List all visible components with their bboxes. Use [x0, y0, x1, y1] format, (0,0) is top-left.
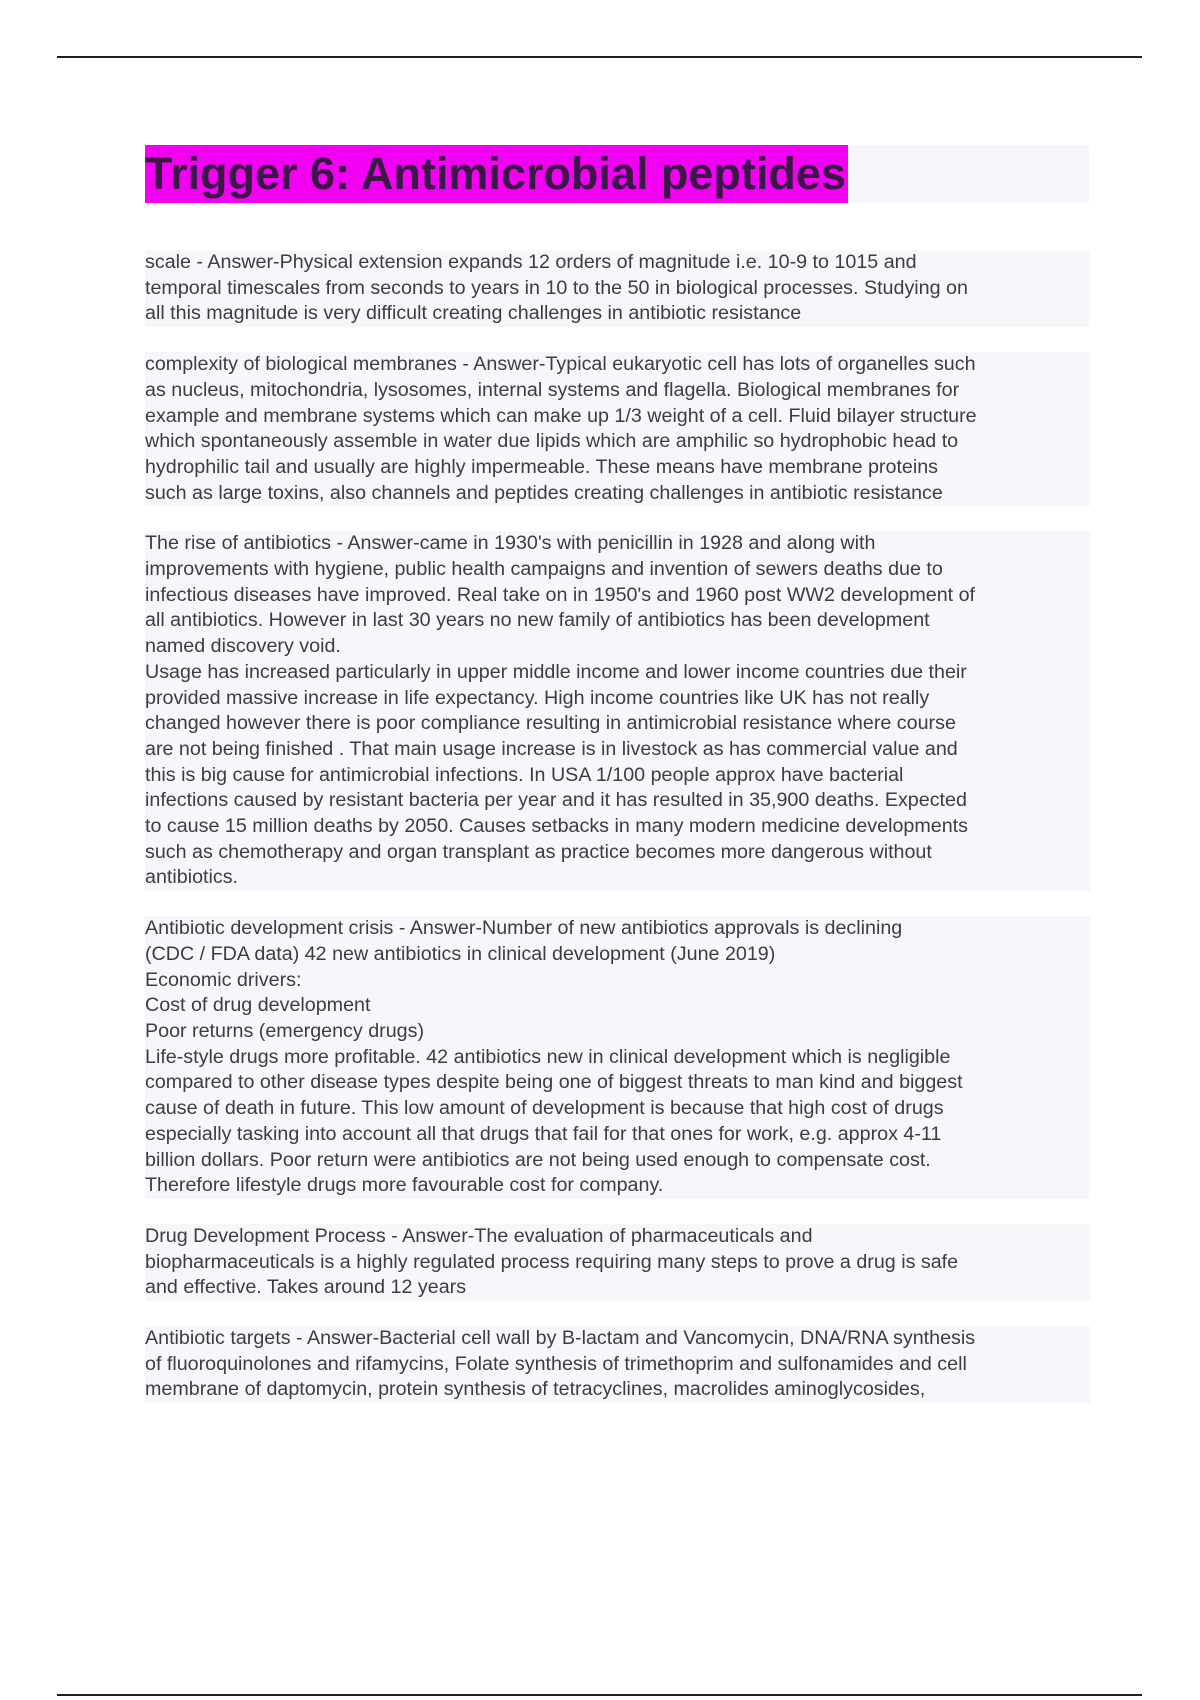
text-line: infections caused by resistant bacteria per year and it has resulted in 35,900 deaths. Expected	[145, 788, 1090, 814]
text-line: biopharmaceuticals is a highly regulated process requiring many steps to prove a drug is safe	[145, 1250, 1090, 1276]
text-line: of fluoroquinolones and rifamycins, Folate synthesis of trimethoprim and sulfonamides and cell	[145, 1352, 1090, 1378]
text-line: complexity of biological membranes - Answer-Typical eukaryotic cell has lots of organelles such	[145, 352, 1090, 378]
qa-entry	[145, 1224, 1090, 1301]
text-line: Antibiotic targets - Answer-Bacterial cell wall by B-lactam and Vancomycin, DNA/RNA synthesis	[145, 1326, 1090, 1352]
text-line: are not being finished . That main usage increase is in livestock as has commercial value and	[145, 737, 1090, 763]
text-line: Drug Development Process - Answer-The evaluation of pharmaceuticals and	[145, 1224, 1090, 1250]
text-line: this is big cause for antimicrobial infections. In USA 1/100 people approx have bacterial	[145, 763, 1090, 789]
text-line: hydrophilic tail and usually are highly impermeable. These means have membrane proteins	[145, 455, 1090, 481]
qa-entry	[145, 916, 1090, 1199]
page-title: Trigger 6: Antimicrobial peptides	[145, 145, 848, 203]
text-line: membrane of daptomycin, protein synthesis of tetracyclines, macrolides aminoglycosides,	[145, 1377, 1090, 1403]
top-divider	[57, 56, 1142, 58]
text-line: Life-style drugs more profitable. 42 antibiotics new in clinical development which is negligible	[145, 1045, 1090, 1071]
qa-entry	[145, 250, 1090, 327]
text-line: billion dollars. Poor return were antibiotics are not being used enough to compensate cost.	[145, 1148, 1090, 1174]
text-line: improvements with hygiene, public health campaigns and invention of sewers deaths due to	[145, 557, 1090, 583]
text-line: Cost of drug development	[145, 993, 1090, 1019]
text-line: changed however there is poor compliance resulting in antimicrobial resistance where course	[145, 711, 1090, 737]
text-line: (CDC / FDA data) 42 new antibiotics in clinical development (June 2019)	[145, 942, 1090, 968]
text-line: especially tasking into account all that drugs that fail for that ones for work, e.g. approx 4-11	[145, 1122, 1090, 1148]
text-line: and effective. Takes around 12 years	[145, 1275, 1090, 1301]
text-line: Economic drivers:	[145, 968, 1090, 994]
text-line: example and membrane systems which can make up 1/3 weight of a cell. Fluid bilayer structure	[145, 404, 1090, 430]
text-line: all antibiotics. However in last 30 years no new family of antibiotics has been development	[145, 608, 1090, 634]
text-line: named discovery void.	[145, 634, 1090, 660]
text-line: Poor returns (emergency drugs)	[145, 1019, 1090, 1045]
text-line: scale - Answer-Physical extension expands 12 orders of magnitude i.e. 10-9 to 1015 and	[145, 250, 1090, 276]
text-line: Therefore lifestyle drugs more favourable cost for company.	[145, 1173, 1090, 1199]
text-line: as nucleus, mitochondria, lysosomes, internal systems and flagella. Biological membranes for	[145, 378, 1090, 404]
bottom-divider	[57, 1694, 1142, 1696]
text-line: cause of death in future. This low amount of development is because that high cost of drugs	[145, 1096, 1090, 1122]
text-line: which spontaneously assemble in water due lipids which are amphilic so hydrophobic head to	[145, 429, 1090, 455]
document-body	[145, 250, 1090, 1428]
text-line: such as large toxins, also channels and peptides creating challenges in antibiotic resistance	[145, 481, 1090, 507]
text-line: temporal timescales from seconds to years in 10 to the 50 in biological processes. Studying on	[145, 276, 1090, 302]
text-line: compared to other disease types despite being one of biggest threats to man kind and biggest	[145, 1070, 1090, 1096]
qa-entry	[145, 531, 1090, 891]
text-line: provided massive increase in life expectancy. High income countries like UK has not really	[145, 686, 1090, 712]
qa-entry	[145, 352, 1090, 506]
text-line: all this magnitude is very difficult creating challenges in antibiotic resistance	[145, 301, 1090, 327]
text-line: Antibiotic development crisis - Answer-Number of new antibiotics approvals is declining	[145, 916, 1090, 942]
text-line: to cause 15 million deaths by 2050. Causes setbacks in many modern medicine developments	[145, 814, 1090, 840]
text-line: infectious diseases have improved. Real take on in 1950's and 1960 post WW2 development of	[145, 583, 1090, 609]
text-line: Usage has increased particularly in upper middle income and lower income countries due their	[145, 660, 1090, 686]
text-line: The rise of antibiotics - Answer-came in 1930's with penicillin in 1928 and along with	[145, 531, 1090, 557]
qa-entry	[145, 1326, 1090, 1403]
text-line: such as chemotherapy and organ transplant as practice becomes more dangerous without	[145, 840, 1090, 866]
text-line: antibiotics.	[145, 865, 1090, 891]
